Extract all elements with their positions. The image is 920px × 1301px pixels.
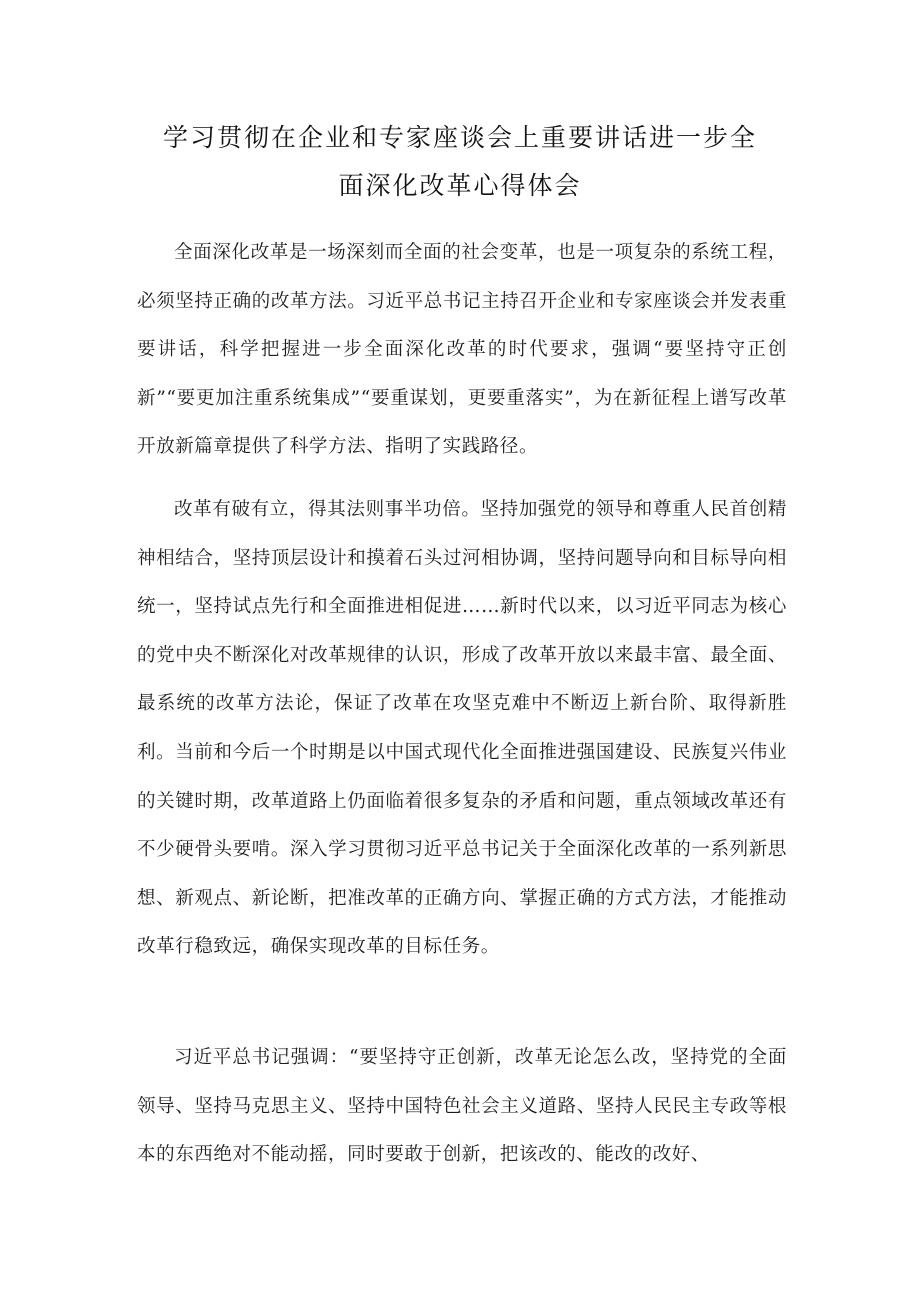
document-title-line-1: 学习贯彻在企业和专家座谈会上重要讲话进一步全	[162, 123, 757, 152]
document-title-line-2: 面深化改革心得体会	[338, 171, 582, 200]
body-paragraph-1: 全面深化改革是一场深刻而全面的社会变革，也是一项复杂的系统工程，必须坚持正确的改革方法。习近平总书记主持召开企业和专家座谈会并发表重要讲话，科学把握进一步全面深化改革的时代要求，强调“要坚持守正创新”“要更加注重系统集成”“要重谋划，更要重落实”，为在新征程上谱写改革开放新篇章提供了科学方法、指明了实践路径。	[137, 242, 787, 458]
body-paragraph-3: 习近平总书记强调：“要坚持守正创新，改革无论怎么改，坚持党的全面领导、坚持马克思主义、坚持中国特色社会主义道路、坚持人民民主专政等根本的东西绝对不能动摇，同时要敢于创新，把该改的、能改的改好、	[137, 1047, 787, 1166]
document-title	[120, 114, 800, 210]
body-paragraph-2: 改革有破有立，得其法则事半功倍。坚持加强党的领导和尊重人民首创精神相结合，坚持顶层设计和摸着石头过河相协调，坚持问题导向和目标导向相统一，坚持试点先行和全面推进相促进……新时代以来，以习近平同志为核心的党中央不断深化对改革规律的认识，形成了改革开放以来最丰富、最全面、最系统的改革方法论，保证了改革在攻坚克难中不断迈上新台阶、取得新胜利。当前和今后一个时期是以中国式现代化全面推进强国建设、民族复兴伟业的关键时期，改革道路上仍面临着很多复杂的矛盾和问题，重点领域改革还有不少硬骨头要啃。深入学习贯彻习近平总书记关于全面深化改革的一系列新思想、新观点、新论断，把准改革的正确方向、掌握正确的方式方法，才能推动改革行稳致远，确保实现改革的目标任务。	[137, 499, 787, 958]
